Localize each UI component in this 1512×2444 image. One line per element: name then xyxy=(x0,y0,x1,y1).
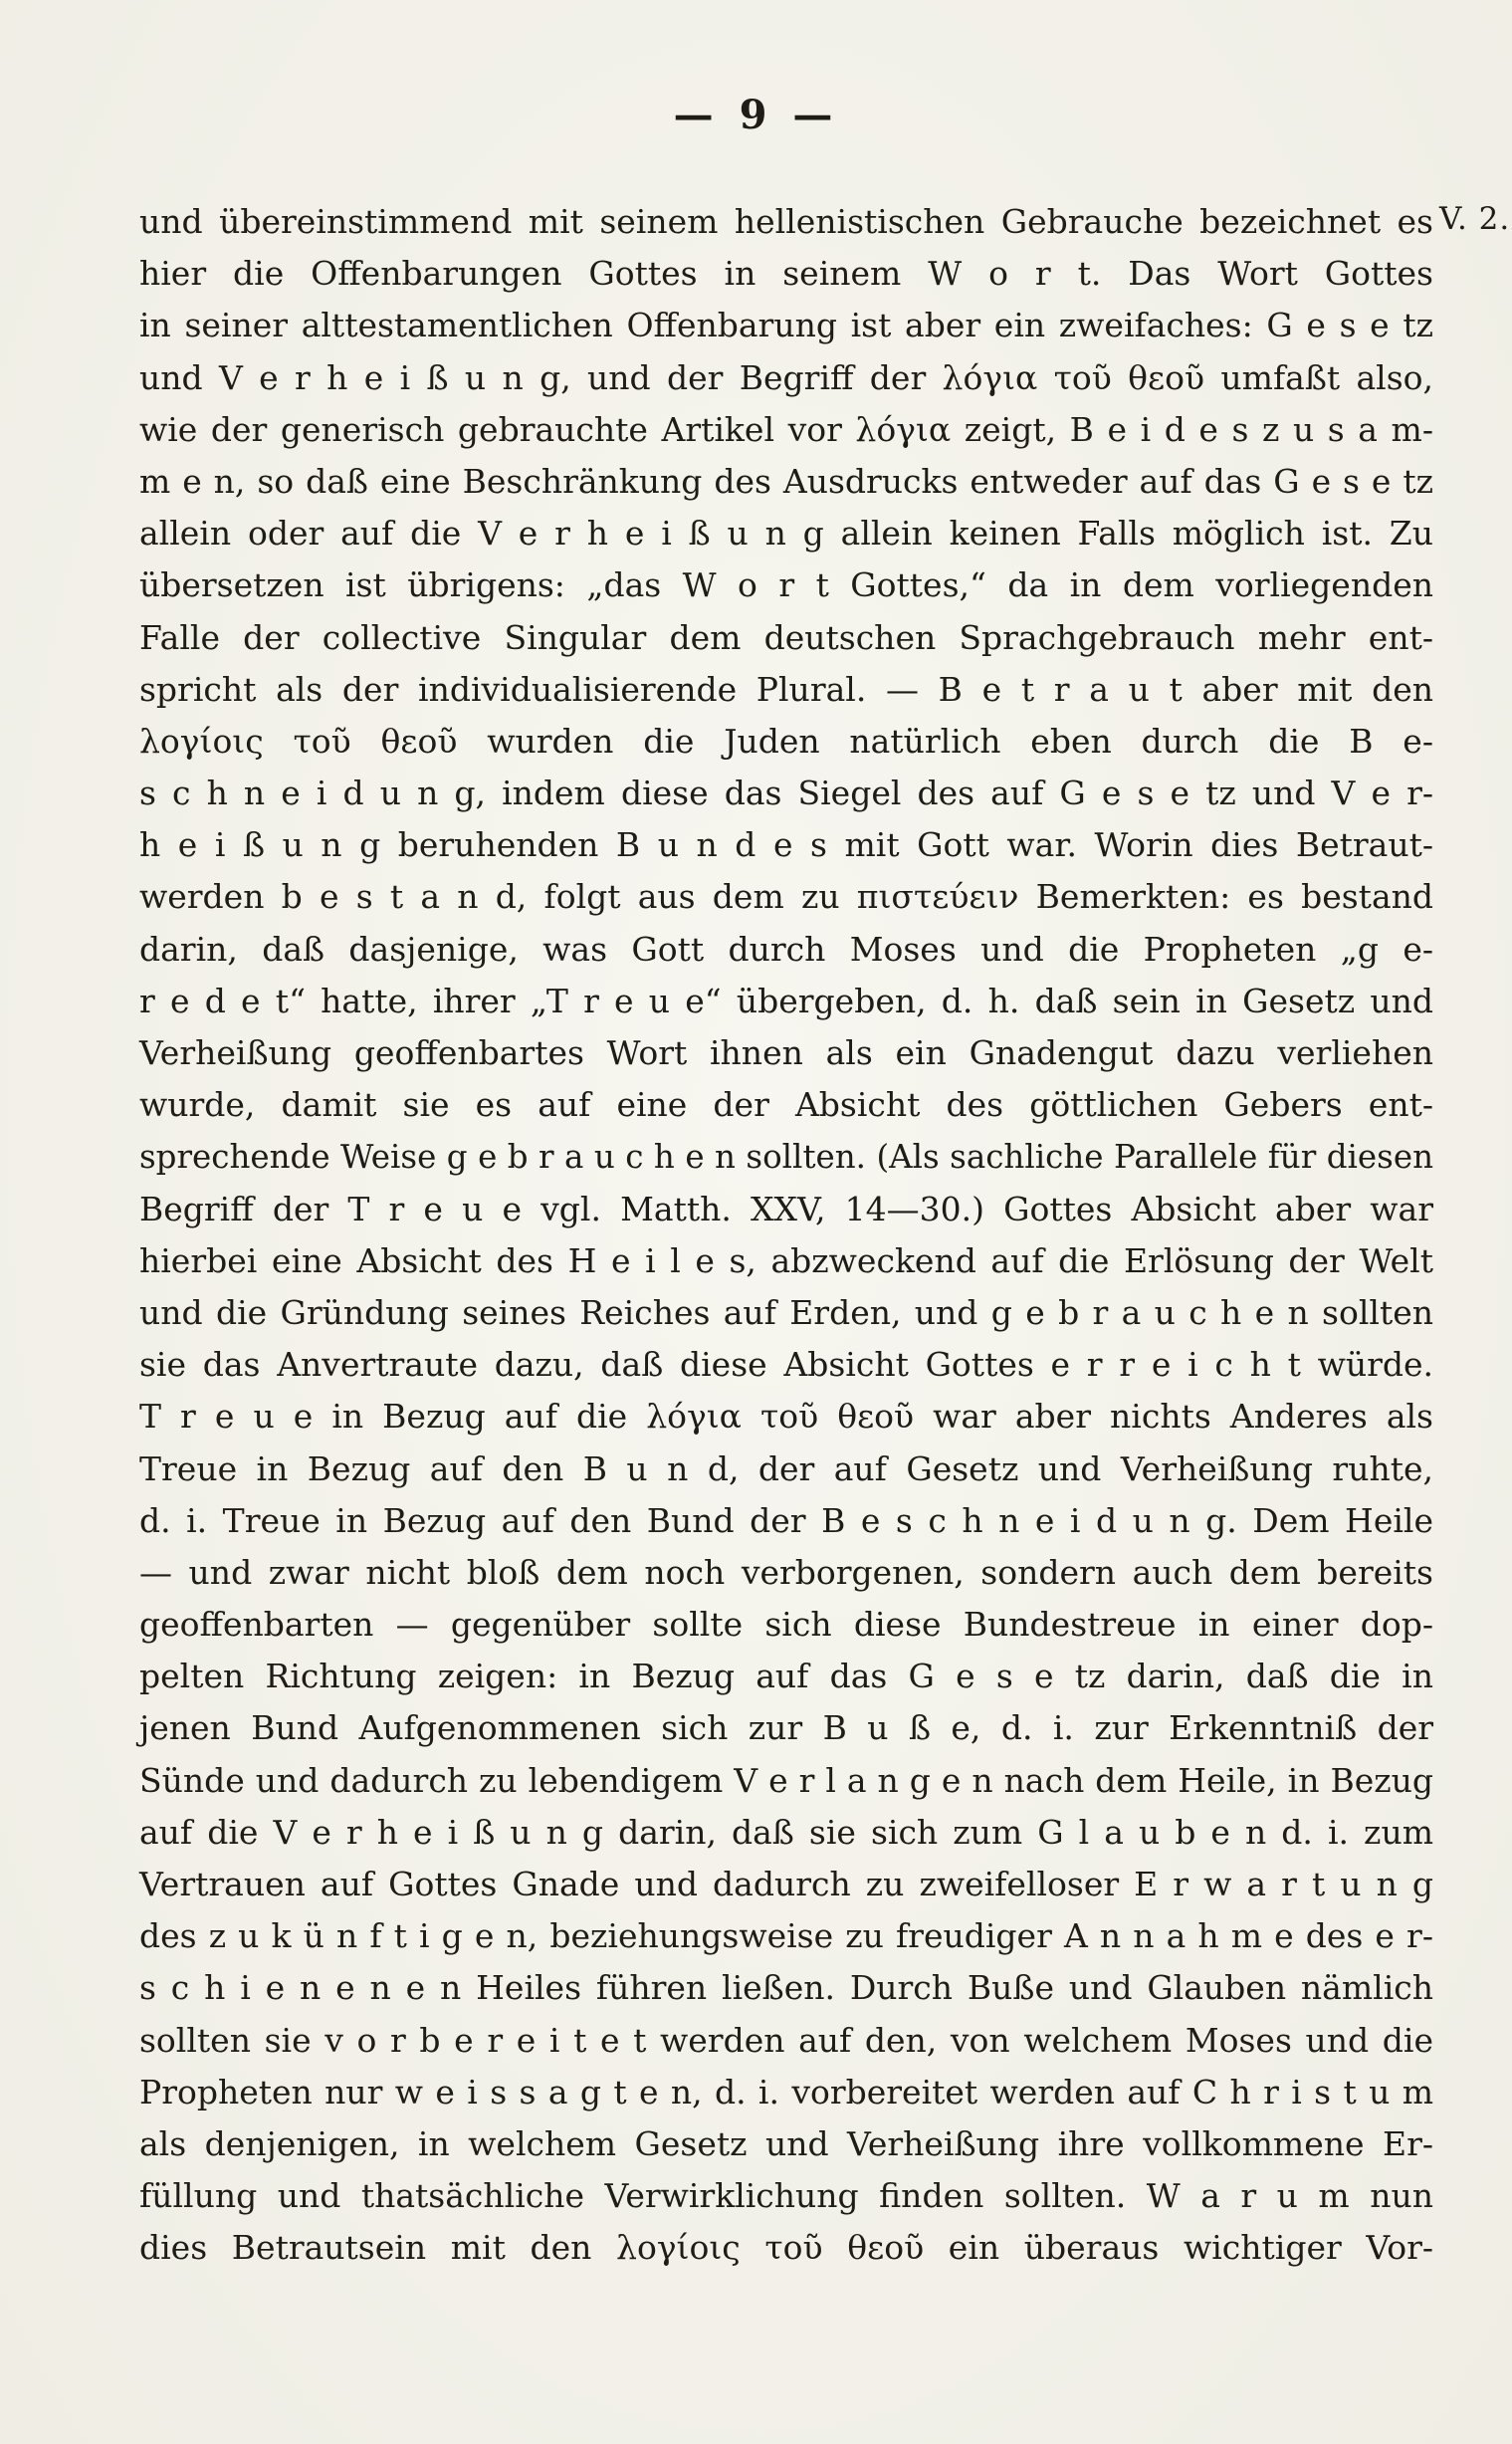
text-line: füllung und thatsächliche Verwirklichung finden sollten. W a r u m nun xyxy=(139,2176,1433,2216)
text-line: Vertrauen auf Gottes Gnade und dadurch zu zweifelloser E r w a r t u n g xyxy=(139,1865,1433,1903)
text-line: als denjenigen, in welchem Gesetz und Verheißung ihre vollkommene Er- xyxy=(139,2123,1433,2163)
text-line: T r e u e in Bezug auf die λόγια τοῦ θεοῦ war aber nichts Anderes als xyxy=(139,1397,1433,1437)
text-line: allein oder auf die V e r h e i ß u n g allein keinen Falls möglich ist. Zu xyxy=(139,514,1433,554)
text-line: sprechende Weise g e b r a u c h e n sollten. (Als sachliche Parallele für diesen xyxy=(139,1138,1433,1177)
text-line: λογίοις τοῦ θεοῦ wurden die Juden natürlich eben durch die B e- xyxy=(139,721,1433,761)
text-line: geoffenbarten — gegenüber sollte sich diese Bundestreue in einer dop- xyxy=(139,1605,1433,1645)
text-line: und die Gründung seines Reiches auf Erden, und g e b r a u c h e n sollten xyxy=(139,1292,1433,1332)
text-line: dies Betrautsein mit den λογίοις τοῦ θεοῦ ein überaus wichtiger Vor- xyxy=(139,2228,1433,2268)
text-line: auf die V e r h e i ß u n g darin, daß sie sich zum G l a u b e n d. i. zum xyxy=(139,1812,1433,1852)
text-line: wurde, damit sie es auf eine der Absicht des göttlichen Gebers ent- xyxy=(139,1085,1433,1125)
text-line: Begriff der T r e u e vgl. Matth. XXV, 14—30.) Gottes Absicht aber war xyxy=(139,1189,1433,1228)
text-line: darin, daß dasjenige, was Gott durch Moses und die Propheten „g e- xyxy=(139,929,1433,969)
text-line: wie der generisch gebrauchte Artikel vor λόγια zeigt, B e i d e s z u s a m- xyxy=(139,409,1433,449)
text-line: Sünde und dadurch zu lebendigem V e r l a n g e n nach dem Heile, in Bezug xyxy=(139,1760,1433,1800)
text-line: pelten Richtung zeigen: in Bezug auf das G e s e tz darin, daß die in xyxy=(139,1657,1433,1696)
page-number: — 9 — xyxy=(673,92,839,138)
text-line: m e n, so daß eine Beschränkung des Ausdrucks entweder auf das G e s e tz xyxy=(139,461,1433,501)
text-line: h e i ß u n g beruhenden B u n d e s mit Gott war. Worin dies Betraut- xyxy=(139,825,1433,865)
text-line: s c h n e i d u n g, indem diese das Siegel des auf G e s e tz und V e r- xyxy=(139,774,1433,813)
text-line: sollten sie v o r b e r e i t e t werden auf den, von welchem Moses und die xyxy=(139,2020,1433,2060)
text-line: übersetzen ist übrigens: „das W o r t Gottes,“ da in dem vorliegenden xyxy=(139,565,1433,605)
body-text xyxy=(139,196,1433,2275)
text-line: spricht als der individualisierende Plural. — B e t r a u t aber mit den xyxy=(139,669,1433,709)
text-line: hierbei eine Absicht des H e i l e s, abzweckend auf die Erlösung der Welt xyxy=(139,1240,1433,1280)
text-line: des z u k ü n f t i g e n, beziehungsweise zu freudiger A n n a h m e des e r- xyxy=(139,1916,1433,1956)
margin-verse-reference: V. 2. xyxy=(1439,201,1511,237)
text-line: Propheten nur w e i s s a g t e n, d. i. vorbereitet werden auf C h r i s t u m xyxy=(139,2072,1433,2111)
text-line: Verheißung geoffenbartes Wort ihnen als ein Gnadengut dazu verliehen xyxy=(139,1033,1433,1072)
text-line: Falle der collective Singular dem deutschen Sprachgebrauch mehr ent- xyxy=(139,617,1433,657)
text-line: hier die Offenbarungen Gottes in seinem W o r t. Das Wort Gottes xyxy=(139,254,1433,294)
text-line: jenen Bund Aufgenommenen sich zur B u ß e, d. i. zur Erkenntniß der xyxy=(139,1708,1433,1748)
text-line: d. i. Treue in Bezug auf den Bund der B e s c h n e i d u n g. Dem Heile xyxy=(139,1500,1433,1540)
text-line: — und zwar nicht bloß dem noch verborgenen, sondern auch dem bereits xyxy=(139,1552,1433,1592)
text-line: und V e r h e i ß u n g, und der Begriff der λόγια τοῦ θεοῦ umfaßt also, xyxy=(139,357,1433,397)
text-line: in seiner alttestamentlichen Offenbarung ist aber ein zweifaches: G e s e tz xyxy=(139,306,1433,345)
text-line: r e d e t“ hatte, ihrer „T r e u e“ übergeben, d. h. daß sein in Gesetz und xyxy=(139,981,1433,1020)
text-line: s c h i e n e n e n Heiles führen ließen. Durch Buße und Glauben nämlich xyxy=(139,1968,1433,2008)
text-line: Treue in Bezug auf den B u n d, der auf Gesetz und Verheißung ruhte, xyxy=(139,1448,1433,1488)
text-line: sie das Anvertraute dazu, daß diese Absicht Gottes e r r e i c h t würde. xyxy=(139,1345,1433,1385)
text-line: und übereinstimmend mit seinem hellenistischen Gebrauche bezeichnet es xyxy=(139,202,1433,241)
text-line: werden b e s t a n d, folgt aus dem zu πιστεύειν Bemerkten: es bestand xyxy=(139,877,1433,917)
